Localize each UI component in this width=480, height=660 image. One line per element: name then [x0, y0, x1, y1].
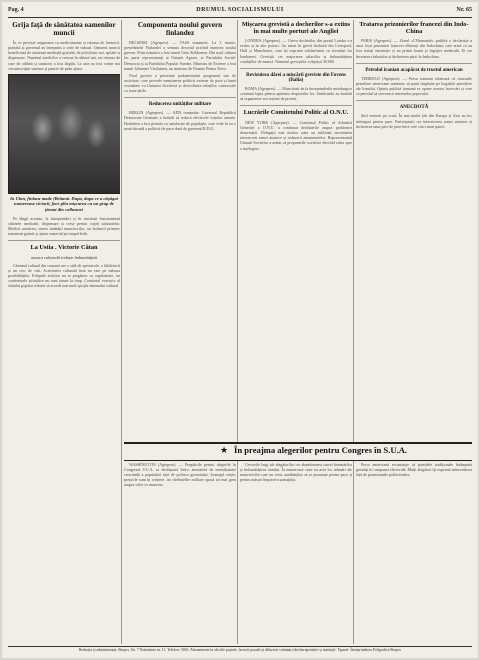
news-photo: [8, 74, 120, 194]
article-headline: Componenta noului guvern finlandez: [137, 21, 223, 37]
article-subhead: munca culturală trebuie îmbunătățită: [31, 254, 97, 260]
column-3: [240, 20, 352, 438]
article-body: ROMA (Agerpres). — Muncitorii de la întreprinderile metalurgice continuă lupta pentru apărarea drepturilor lor. Sindicatele au hotărât să organizeze noi acțiuni de protest.: [240, 86, 352, 102]
column-2: [124, 20, 236, 438]
article-headline: Lucrările Comitetului Politic al O.N.U.: [243, 109, 349, 117]
star-icon: ★: [220, 445, 229, 455]
newspaper-page: [2, 2, 478, 658]
article-body: Presa americană recunoaște că partidele tradiționale întâmpină greutăți în campania electorală. Mulți alegători își exprimă neîncrederea față de promisiunile politicienilor.: [356, 462, 472, 478]
article-body: TEHERAN (Agerpres). — Presa iraniană relatează că trusturile petroliere americane urmăresc să pună stăpânire pe bogățiile petroliere ale Iranului. Opinia publică iraniană se opune acestor încercări și cere ca petrolul să servească intereselor poporului.: [356, 75, 472, 97]
newspaper-title: DRUMUL SOCIALISMULUI: [196, 7, 284, 13]
imprint-footer: Redacția și administrația: Brașov, Str. 7 Noiembrie nr. 11. Telefon: 3010. Abonamente la oficiile poștale, factorii poștali și difuzorii voluntari din întreprinderi și instituții. Tiparul: Întreprinderea Poligrafică Brașov: [8, 646, 472, 655]
article-headline: La Ustia . Victorie Cătan: [30, 244, 98, 252]
column-3-lower: [240, 462, 352, 644]
article-body: Cercurile largi ale alegătorilor cer abandonarea cursei înarmărilor și îmbunătățirea traiului. În numeroase state au avut loc adunări ale muncitorilor care au cerut candidaților să se pronunțe pentru pace și pentru măsuri împotriva șomajului.: [240, 462, 352, 483]
article-headline: Reducerea unităților militare: [148, 102, 212, 108]
column-4-lower: [356, 462, 472, 644]
article-separator: [124, 97, 236, 98]
article-body: Noul guvern a prezentat parlamentului programul său de activitate, care prevede menținerea politicii externe de pace și bună vecinătate cu Uniunea Sovietică și dezvoltarea relațiilor comerciale cu toate țările.: [124, 72, 236, 93]
issue-number: Nr. 65: [456, 7, 472, 13]
article-body: LONDRA (Agerpres). — Greva docherilor din portul Londra s-a extins și în alte porturi. Au intrat în grevă docherii din Liverpool, Hull și Manchester, care își exprimă solidaritatea cu tovarășii lor londonezi. Greviștii cer majorarea salariilor și îmbunătățirea condițiilor de muncă. Numărul greviștilor a depășit 30.000.: [240, 38, 352, 64]
article-body: Știri externe pe scurt: În mai multe țări din Europa și Asia au loc mitinguri pentru pace. Participanții cer interzicerea armei atomice și încheierea unui pact de pace între cele cinci mari puteri.: [356, 113, 472, 129]
article-body: HELSINKI (Agerpres). — TASS transmite: La 3 martie, președintele Finlandei a semnat decretul privind numirea noului guvern. Prim-ministru a fost numit Urho Kekkonen. Din noul cabinet fac parte reprezentanți ai Uniunii Agrare, ai Partidului Social-Democrat și ai Partidului Popular Suedez. Ministru de Externe a fost numit Johannes Virolainen, iar ministru de Finanțe Penna Tervo.: [124, 40, 236, 71]
article-body: Căminul cultural din comună are o sală de spectacole, o bibliotecă și un cerc de citit. Activitatea culturală însă nu este pe măsura posibilităților. Echipele artistice nu se pregătesc cu regularitate, iar conferințele științifice nu sunt ținute la timp. Comitetul executiv al sfatului popular trebuie să acorde mai mult sprijin căminului cultural.: [8, 263, 120, 289]
article-headline: Revizuirea dărei a mișcării greviste din Fovens (Italia): [246, 72, 346, 83]
article-separator: [240, 105, 352, 106]
column-rule: [237, 20, 238, 644]
column-rule: [121, 20, 122, 644]
article-headline: Petrolul iranian acapărat de trustul american: [365, 67, 463, 73]
article-body: În ce privește asigurarea cu medicamente și rețeaua de farmacii, partidul și guvernul au întreprins o serie de măsuri. Oamenii muncii beneficiază de asistență medicală gratuită, de policlinici noi, spitale și dispensare. Numărul medicilor a crescut în ultimii ani, iar rețeaua de case de odihnă și sanatorii a fost lărgită. La sate au fost create noi circumscripții sanitare și puncte de prim ajutor.: [8, 40, 120, 71]
column-2-lower: [124, 462, 236, 644]
photo-caption: In Ulan, finlanz made (Britanic Dupa, dupa ce a câștigat numeroase victorii, face plin mișcarea cu un grup de țărani din colhozuri: [10, 195, 118, 212]
page-number: Pag. 4: [8, 7, 24, 13]
article-separator: [356, 63, 472, 64]
article-body: NEW YORK (Agerpres). — Comitetul Politic al Adunării Generale a O.N.U. a continuat dezbaterile asupra problemei dezarmării. Delegații mai multor state au subliniat necesitatea interzicerii armei atomice și reducerii armamentelor. Reprezentantul Uniunii Sovietice a arătat că propunerile sovietice deschid calea spre o înțelegere.: [240, 120, 352, 151]
column-rule: [353, 20, 354, 644]
article-separator: [356, 100, 472, 101]
article-headline: Tratarea prizonierilor francezi din Indo-China: [359, 21, 469, 35]
article-body: WASHINGTON (Agerpres). — Pregătirile pentru alegerile în Congresul S.U.A. se desfășoară într-o atmosferă de nemulțumire crescândă a populației față de politica guvernului. Șomajul crește, prețurile sunt în creștere, iar cheltuielile militare apasă tot mai greu asupra celor ce muncesc.: [124, 462, 236, 488]
column-1: [8, 20, 120, 644]
article-body: PARIS (Agerpres). — Ziarul «L'Humanité» publică o declarație a unor foști prizonieri francezi eliberați din Indochina, care arată că au fost tratați omenește și au primit hrană și îngrijire medicală. Ei cer încetarea războiului și încheierea păcii în Indochina.: [356, 38, 472, 59]
column-4: [356, 20, 472, 438]
boxed-headline-title: În preajma alegerilor pentru Congres în S.U.A.: [234, 445, 408, 455]
article-body: Pe lângă aceasta, la întreprinderi și în instituții funcționează cabinete medicale, dispensare și creșe pentru copiii salariatelor. Medicii urmăresc starea sănătății muncitorilor, iar bolnavii primesc tratament gratuit și ajutor material pe timpul bolii.: [8, 215, 120, 237]
article-headline: ANECDOTĂ: [399, 105, 429, 111]
article-separator: [240, 68, 352, 69]
article-separator: [8, 240, 120, 241]
article-headline: Grija față de sănătatea oamenilor muncii: [12, 21, 116, 37]
article-body: BERLIN (Agerpres). — ADN transmite: Guvernul Republicii Democrate Germane a hotărât să reducă efectivele forțelor armate. Hotărârea a fost primită cu satisfacție de populație, care vede în ea o nouă dovadă a politicii de pace dusă de guvernul R.D.G.: [124, 110, 236, 131]
boxed-headline: [124, 442, 472, 461]
article-headline: Mișcarea grevistă a docherilor s-a extins în mai multe porturi ale Angliei: [241, 21, 351, 35]
masthead: [8, 7, 472, 18]
